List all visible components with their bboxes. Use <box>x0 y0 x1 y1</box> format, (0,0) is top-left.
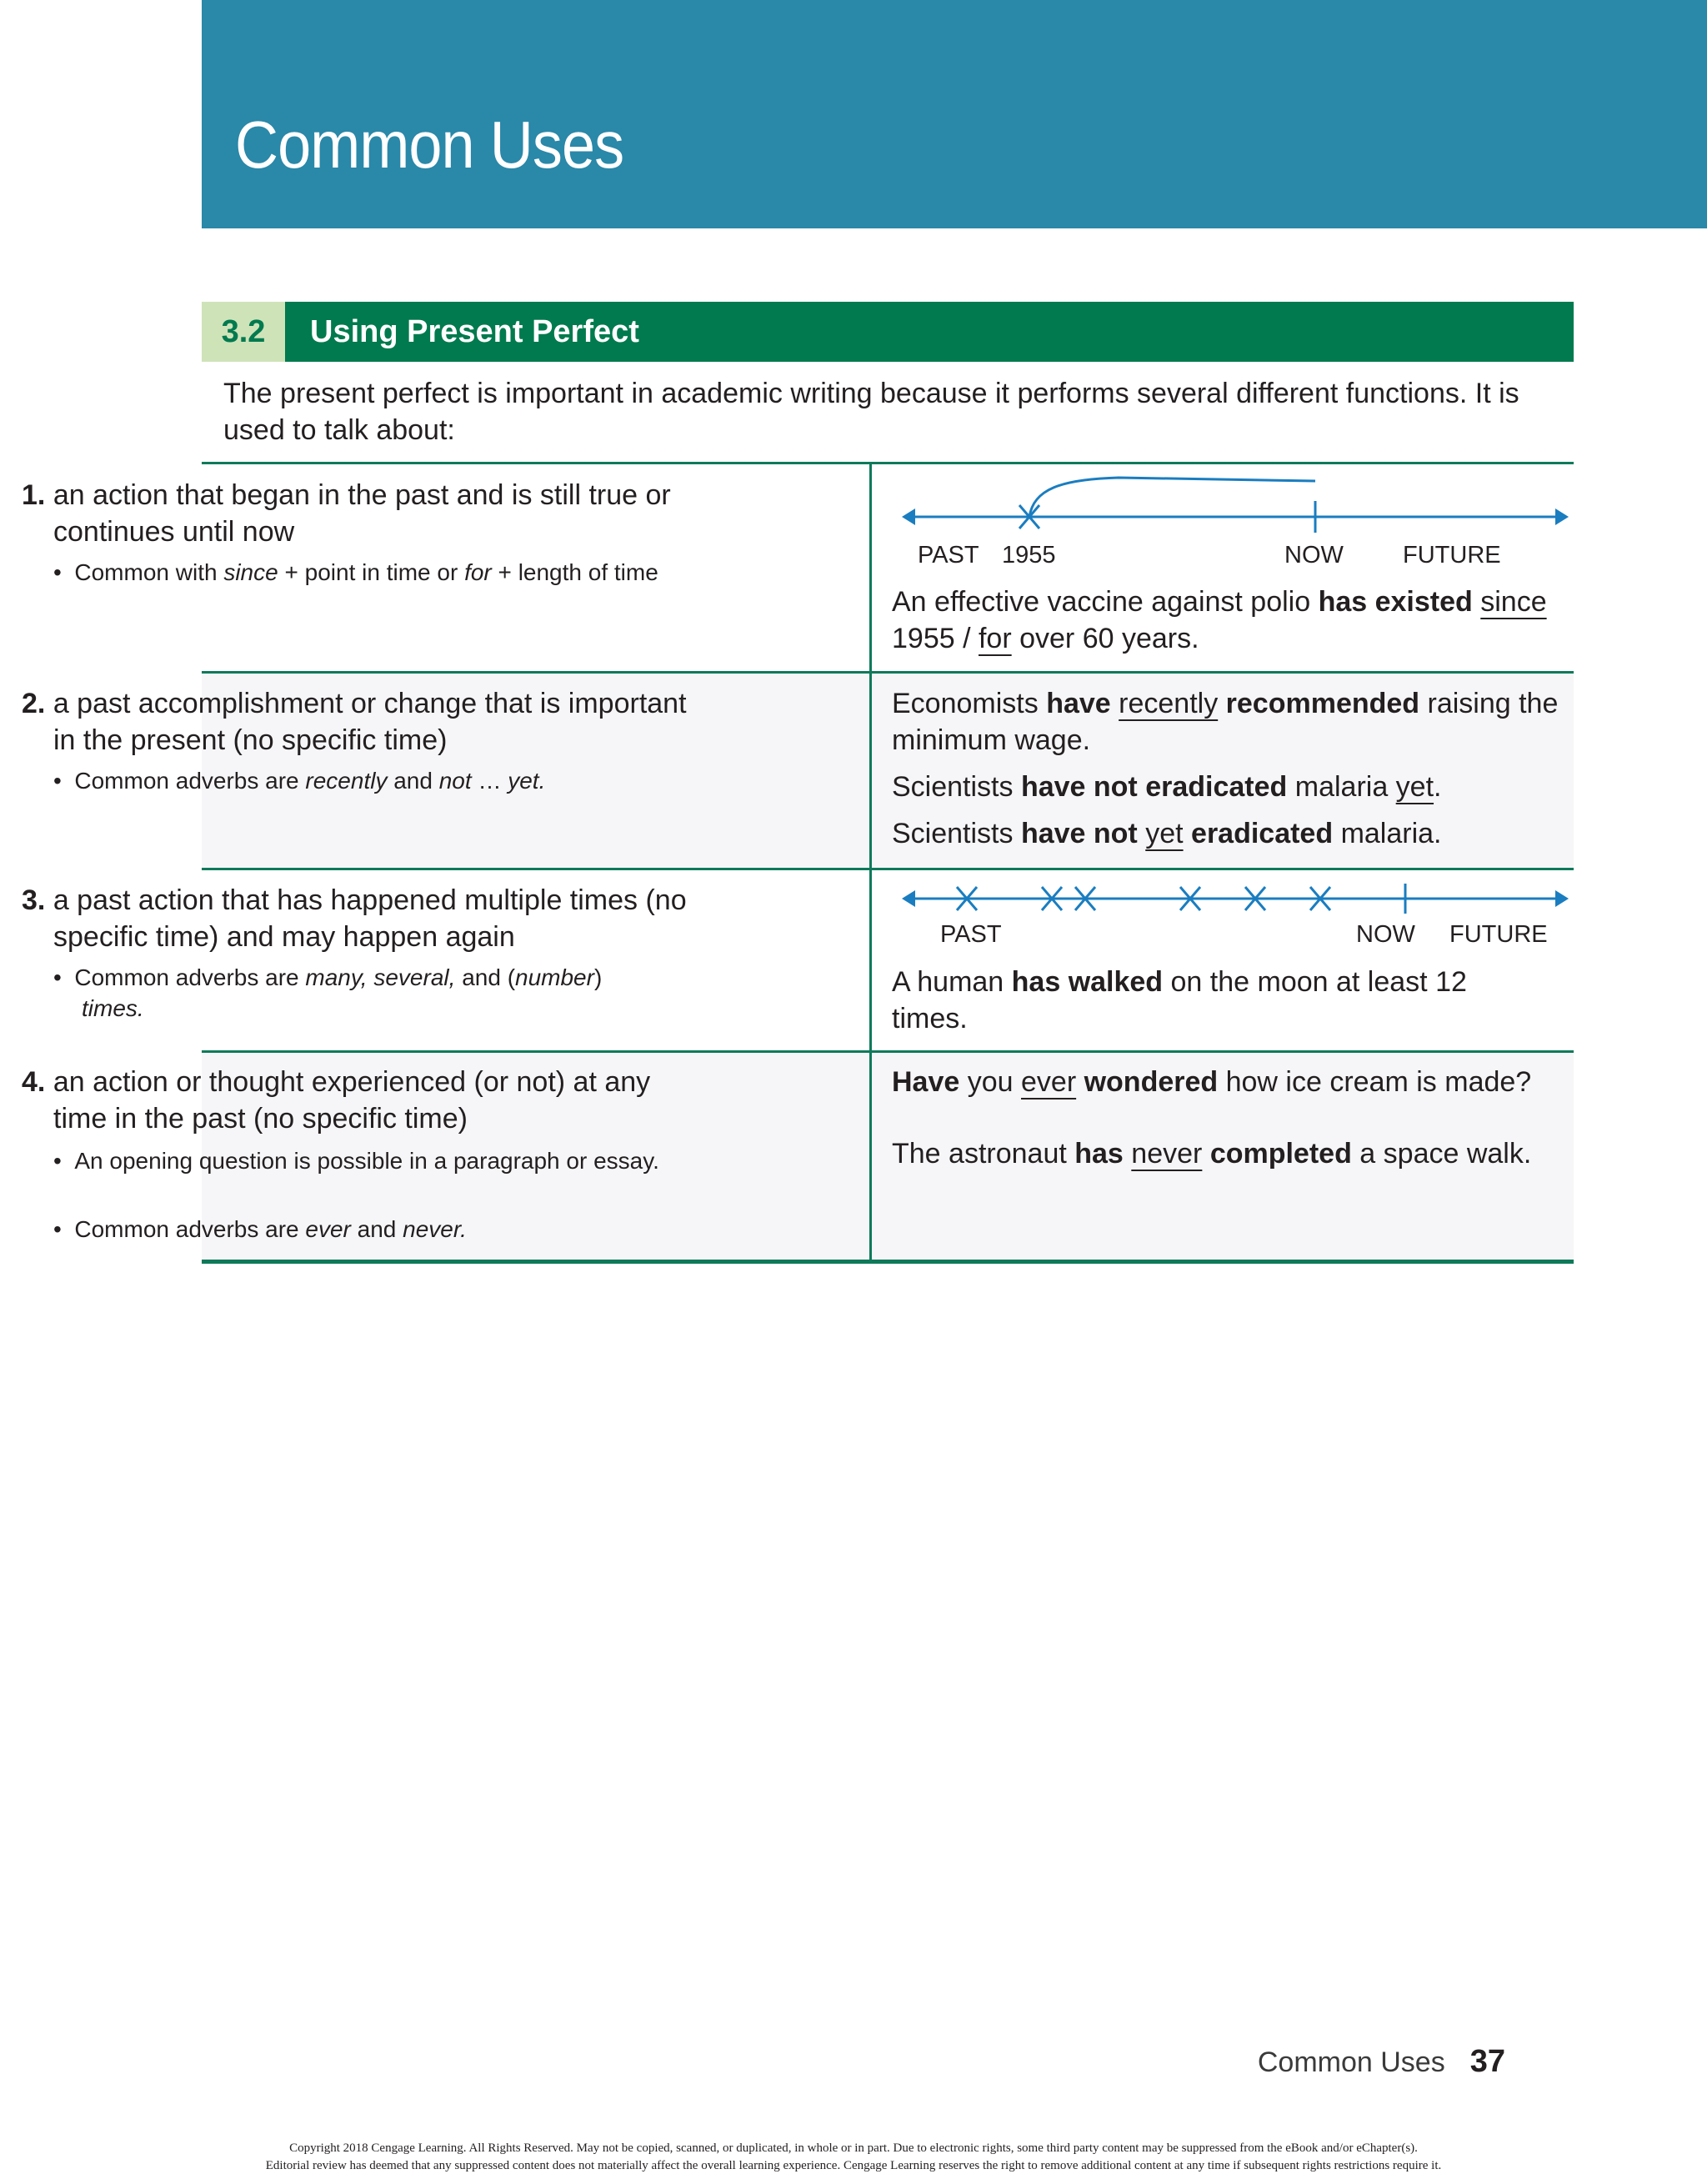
example-text: raising the minimum wage. <box>892 688 1559 756</box>
bold-verb: completed <box>1209 1138 1352 1170</box>
row-4-bullet-2 <box>53 1214 665 1245</box>
example-text <box>1124 1138 1131 1170</box>
example-text: how ice cream is made? <box>1218 1066 1532 1098</box>
row-2-use <box>22 685 687 759</box>
example-text: The astronaut <box>892 1138 1075 1170</box>
row-3-bullet-1 <box>53 962 665 1024</box>
italic-term: ever <box>305 1216 351 1242</box>
example-text: 1955 / <box>892 623 979 654</box>
timeline-label-now: NOW <box>1284 542 1344 569</box>
row-3-use-text: a past action that has happened multiple times (no specific time) and may happen again <box>53 884 687 953</box>
bold-verb: eradicated <box>1191 818 1334 849</box>
row-3-example-1 <box>892 964 1492 1037</box>
bold-verb: has walked <box>1011 966 1164 998</box>
timeline-duration-arc <box>1029 478 1315 517</box>
italic-term: yet. <box>508 768 546 794</box>
row-3-bullet-1-text: Common adverbs are many, several, and (number) times. <box>74 964 603 1021</box>
row-4-use-text: an action or thought experienced (or not) at any time in the past (no specific time) <box>53 1066 651 1135</box>
row-1-number: 1. <box>22 479 46 511</box>
bold-verb: has <box>1074 1138 1124 1170</box>
timeline-arrow-right <box>1555 890 1569 907</box>
timeline-arrow-left <box>902 890 915 907</box>
italic-term: number <box>515 964 594 990</box>
section-header <box>202 302 1574 362</box>
table-rule <box>202 462 1574 464</box>
bold-verb: Have <box>892 1066 960 1098</box>
bold-verb: have not <box>1020 818 1138 849</box>
bold-verb: recommended <box>1225 688 1420 719</box>
timeline-label-1955: 1955 <box>1002 542 1056 569</box>
example-text <box>1076 1066 1084 1098</box>
table-rule <box>202 868 1574 870</box>
bold-verb: has existed <box>1318 586 1473 618</box>
row-4-use <box>22 1064 687 1137</box>
example-text: over 60 years. <box>1011 623 1199 654</box>
table-rule <box>202 1050 1574 1053</box>
example-text: Scientists <box>892 771 1021 803</box>
italic-term: many, <box>305 964 368 990</box>
row-4-bullet-1-text: An opening question is possible in a paragraph or essay. <box>74 1148 659 1174</box>
example-text <box>1184 818 1191 849</box>
row-4-bullet-2-text: Common adverbs are ever and never. <box>74 1216 467 1242</box>
row-3-number: 3. <box>22 884 46 916</box>
row-1-bullet-1 <box>53 557 665 588</box>
row-1-use <box>22 477 687 550</box>
italic-term: times. <box>82 995 144 1021</box>
underlined-adverb: never <box>1131 1138 1203 1170</box>
row-4-example-1 <box>892 1064 1575 1100</box>
bullet-dot: • <box>53 559 75 585</box>
timeline-label-future: FUTURE <box>1403 542 1501 569</box>
example-text <box>1111 688 1119 719</box>
timeline-label-future: FUTURE <box>1449 921 1548 948</box>
example-text: malaria. <box>1333 818 1442 849</box>
timeline-label-past: PAST <box>940 921 1002 948</box>
example-text <box>1138 818 1145 849</box>
bold-verb: have not eradicated <box>1020 771 1288 803</box>
table-rule <box>202 671 1574 674</box>
example-text: Scientists <box>892 818 1021 849</box>
italic-term: several, <box>373 964 456 990</box>
row-2-example-2 <box>892 769 1559 805</box>
italic-term: for <box>464 559 492 585</box>
page-title: Common Uses <box>235 108 624 182</box>
timeline-label-past: PAST <box>918 542 979 569</box>
row-2-use-text: a past accomplishment or change that is important in the present (no specific time) <box>53 688 687 756</box>
example-text <box>1202 1138 1209 1170</box>
underlined-adverb: recently <box>1119 688 1219 719</box>
row-2-bullet-1 <box>53 765 665 796</box>
italic-term: never. <box>403 1216 467 1242</box>
row-2-example-3 <box>892 815 1559 852</box>
row-3-timeline <box>902 882 1569 915</box>
page-number: 37 <box>1469 2044 1505 2079</box>
example-text: A human <box>892 966 1012 998</box>
row-1-example-1 <box>892 584 1550 657</box>
timeline-arrow-right <box>1555 508 1569 525</box>
example-text: on the moon at least 12 times. <box>892 966 1467 1034</box>
running-head: Common Uses <box>1257 2046 1445 2078</box>
italic-term: since <box>223 559 278 585</box>
row-1-bullet-1-text: Common with since + point in time or for + length of time <box>74 559 658 585</box>
bullet-dot: • <box>53 964 75 990</box>
bullet-dot: • <box>53 1148 75 1174</box>
row-2-number: 2. <box>22 688 46 719</box>
underlined-adverb: for <box>978 623 1012 654</box>
row-4-example-2 <box>892 1135 1575 1172</box>
italic-term: recently <box>305 768 388 794</box>
timeline-label-now: NOW <box>1356 921 1415 948</box>
table-bottom-rule <box>202 1260 1574 1264</box>
section-intro: The present perfect is important in academic writing because it performs several different functions. It is used to talk about: <box>223 378 1519 446</box>
row-2-example-1 <box>892 685 1559 759</box>
example-text: Economists <box>892 688 1047 719</box>
section-title: Using Present Perfect <box>310 314 639 349</box>
example-text: you <box>959 1066 1021 1098</box>
example-text: . <box>1434 771 1442 803</box>
bullet-dot: • <box>53 1216 75 1242</box>
example-text <box>1218 688 1225 719</box>
row-4-number: 4. <box>22 1066 46 1098</box>
underlined-adverb: yet <box>1145 818 1184 849</box>
row-1-use-text: an action that began in the past and is still true or continues until now <box>53 479 671 548</box>
italic-term: not <box>438 768 472 794</box>
example-text <box>1473 586 1480 618</box>
timeline-arrow-left <box>902 508 915 525</box>
bold-verb: wondered <box>1084 1066 1219 1098</box>
row-2-bullet-1-text: Common adverbs are recently and not … yet. <box>74 768 546 794</box>
example-text: a space walk. <box>1351 1138 1532 1170</box>
example-text: An effective vaccine against polio <box>892 586 1319 618</box>
row-3-use <box>22 882 687 955</box>
table-column-divider <box>869 462 872 1264</box>
underlined-adverb: since <box>1480 586 1547 618</box>
chapter-banner <box>202 0 1707 228</box>
section-number: 3.2 <box>202 302 285 362</box>
example-text: malaria <box>1287 771 1396 803</box>
bold-verb: have <box>1046 688 1111 719</box>
page-footer <box>1258 2044 1505 2080</box>
copyright-line-1: Copyright 2018 Cengage Learning. All Rights Reserved. May not be copied, scanned, or duplicated, in whole or in part. Due to electronic rights, some third party content may be suppressed from the eBook and/or eChapter(s). <box>289 2141 1418 2155</box>
bullet-dot: • <box>53 768 75 794</box>
underlined-adverb: yet <box>1395 771 1434 803</box>
row-4-bullet-1 <box>53 1145 665 1176</box>
underlined-adverb: ever <box>1021 1066 1077 1098</box>
copyright-line-2: Editorial review has deemed that any suppressed content does not materially affect the overall learning experience. Cengage Learning reserves the right to remove additional content at any time if subsequent rights restrictions require it. <box>265 2159 1442 2172</box>
